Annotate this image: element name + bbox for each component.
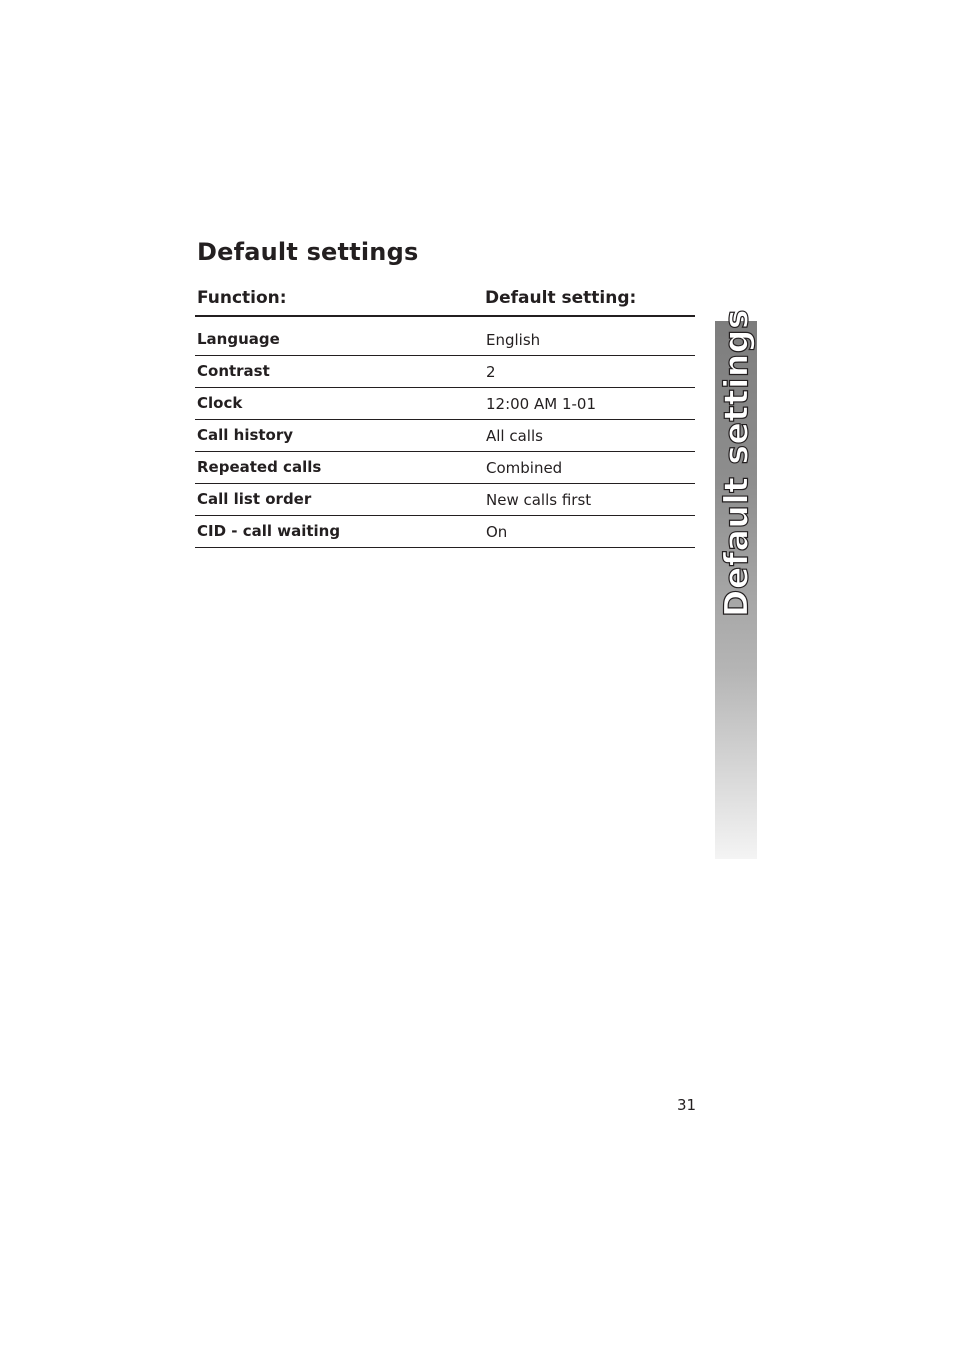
table-row (195, 324, 695, 356)
table-row (195, 356, 695, 388)
default-value-cell: All calls (486, 427, 543, 445)
default-value-cell: 12:00 AM 1-01 (486, 395, 597, 413)
function-cell: Language (197, 330, 280, 348)
function-cell: CID - call waiting (197, 522, 341, 540)
function-cell: Repeated calls (197, 458, 322, 476)
header-function: Function: (197, 288, 287, 308)
table-row (195, 484, 695, 516)
function-cell: Call history (197, 426, 294, 444)
section-side-tab (715, 308, 757, 859)
function-cell: Contrast (197, 362, 270, 380)
default-value-cell: English (486, 331, 541, 349)
table-row (195, 516, 695, 548)
default-value-cell: On (486, 523, 508, 541)
table-header (195, 285, 695, 317)
table-row (195, 452, 695, 484)
default-value-cell: New calls first (486, 491, 592, 509)
page-title: Default settings (197, 238, 419, 266)
table-row (195, 388, 695, 420)
header-default-setting: Default setting: (485, 288, 637, 308)
default-value-cell: 2 (486, 363, 496, 381)
side-tab-label: Default settings (716, 308, 756, 618)
page-number: 31 (677, 1096, 697, 1114)
table-body (195, 324, 695, 548)
table-row (195, 420, 695, 452)
function-cell: Call list order (197, 490, 312, 508)
default-settings-table (195, 285, 695, 548)
function-cell: Clock (197, 394, 243, 412)
default-value-cell: Combined (486, 459, 563, 477)
